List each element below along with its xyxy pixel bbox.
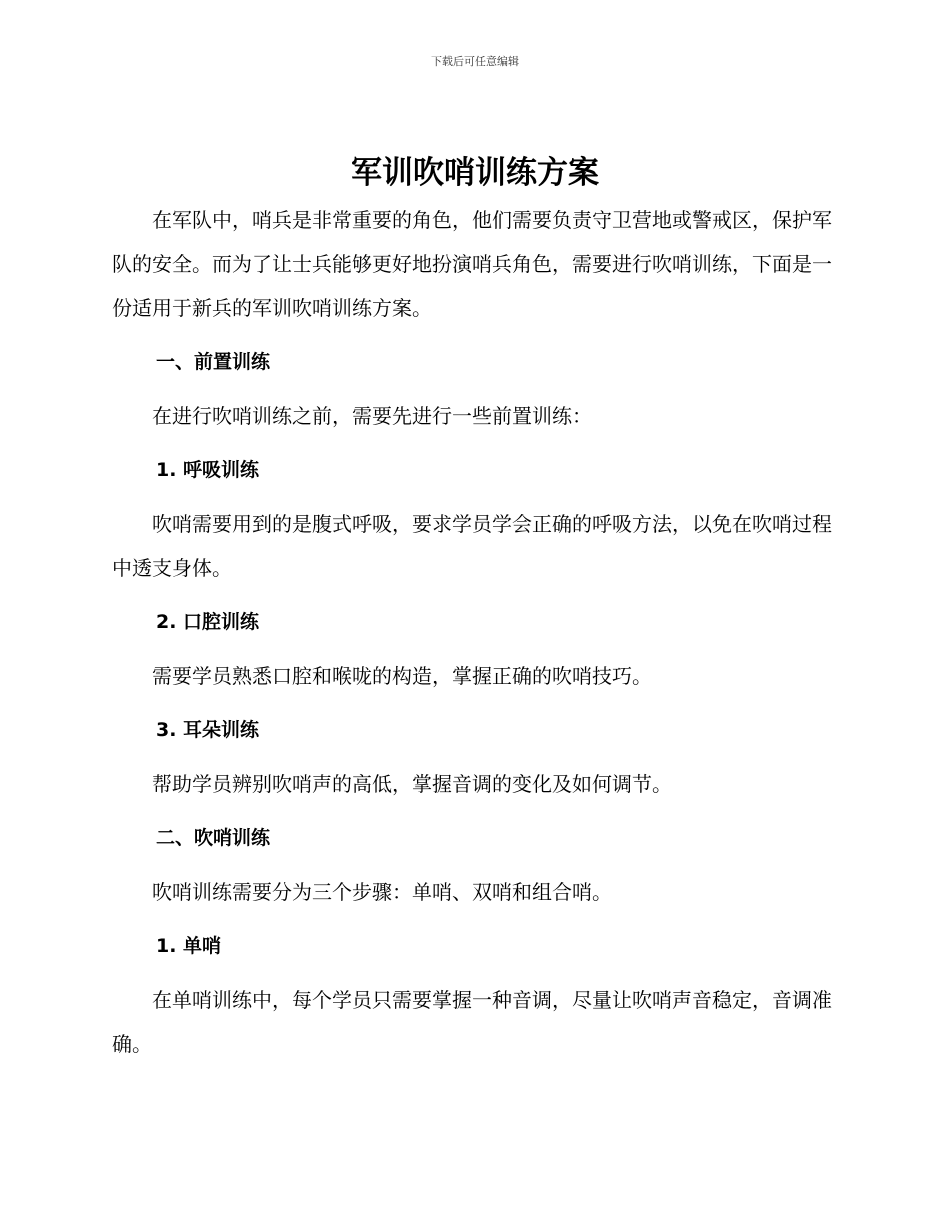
subheading-single-whistle: 1. 单哨 <box>156 935 222 957</box>
subheading-ear-training: 3. 耳朵训练 <box>156 719 260 741</box>
section-heading-prerequisite-training: 一、前置训练 <box>156 351 271 373</box>
whistle-steps-paragraph: 吹哨训练需要分为三个步骤：单哨、双哨和组合哨。 <box>152 880 612 904</box>
prerequisite-intro-paragraph: 在进行吹哨训练之前，需要先进行一些前置训练： <box>152 404 592 428</box>
single-whistle-paragraph: 在单哨训练中，每个学员只需要掌握一种音调，尽量让吹哨声音稳定，音调准确。 <box>112 988 832 1056</box>
breathing-paragraph: 吹哨需要用到的是腹式呼吸，要求学员学会正确的呼吸方法，以免在吹哨过程中透支身体。 <box>112 512 832 580</box>
oral-paragraph: 需要学员熟悉口腔和喉咙的构造，掌握正确的吹哨技巧。 <box>152 664 652 688</box>
subheading-breathing-training: 1. 呼吸训练 <box>156 459 260 481</box>
intro-paragraph: 在军队中，哨兵是非常重要的角色，他们需要负责守卫营地或警戒区，保护军队的安全。而为了让士兵能够更好地扮演哨兵角色，需要进行吹哨训练，下面是一份适用于新兵的军训吹哨训练方案。 <box>112 208 832 320</box>
ear-paragraph: 帮助学员辨别吹哨声的高低，掌握音调的变化及如何调节。 <box>152 772 672 796</box>
document-title: 军训吹哨训练方案 <box>351 155 599 191</box>
subheading-oral-training: 2. 口腔训练 <box>156 611 260 633</box>
document-body <box>112 198 834 1076</box>
section-heading-whistle-training: 二、吹哨训练 <box>156 827 271 849</box>
page-header-note: 下载后可任意编辑 <box>431 55 519 68</box>
